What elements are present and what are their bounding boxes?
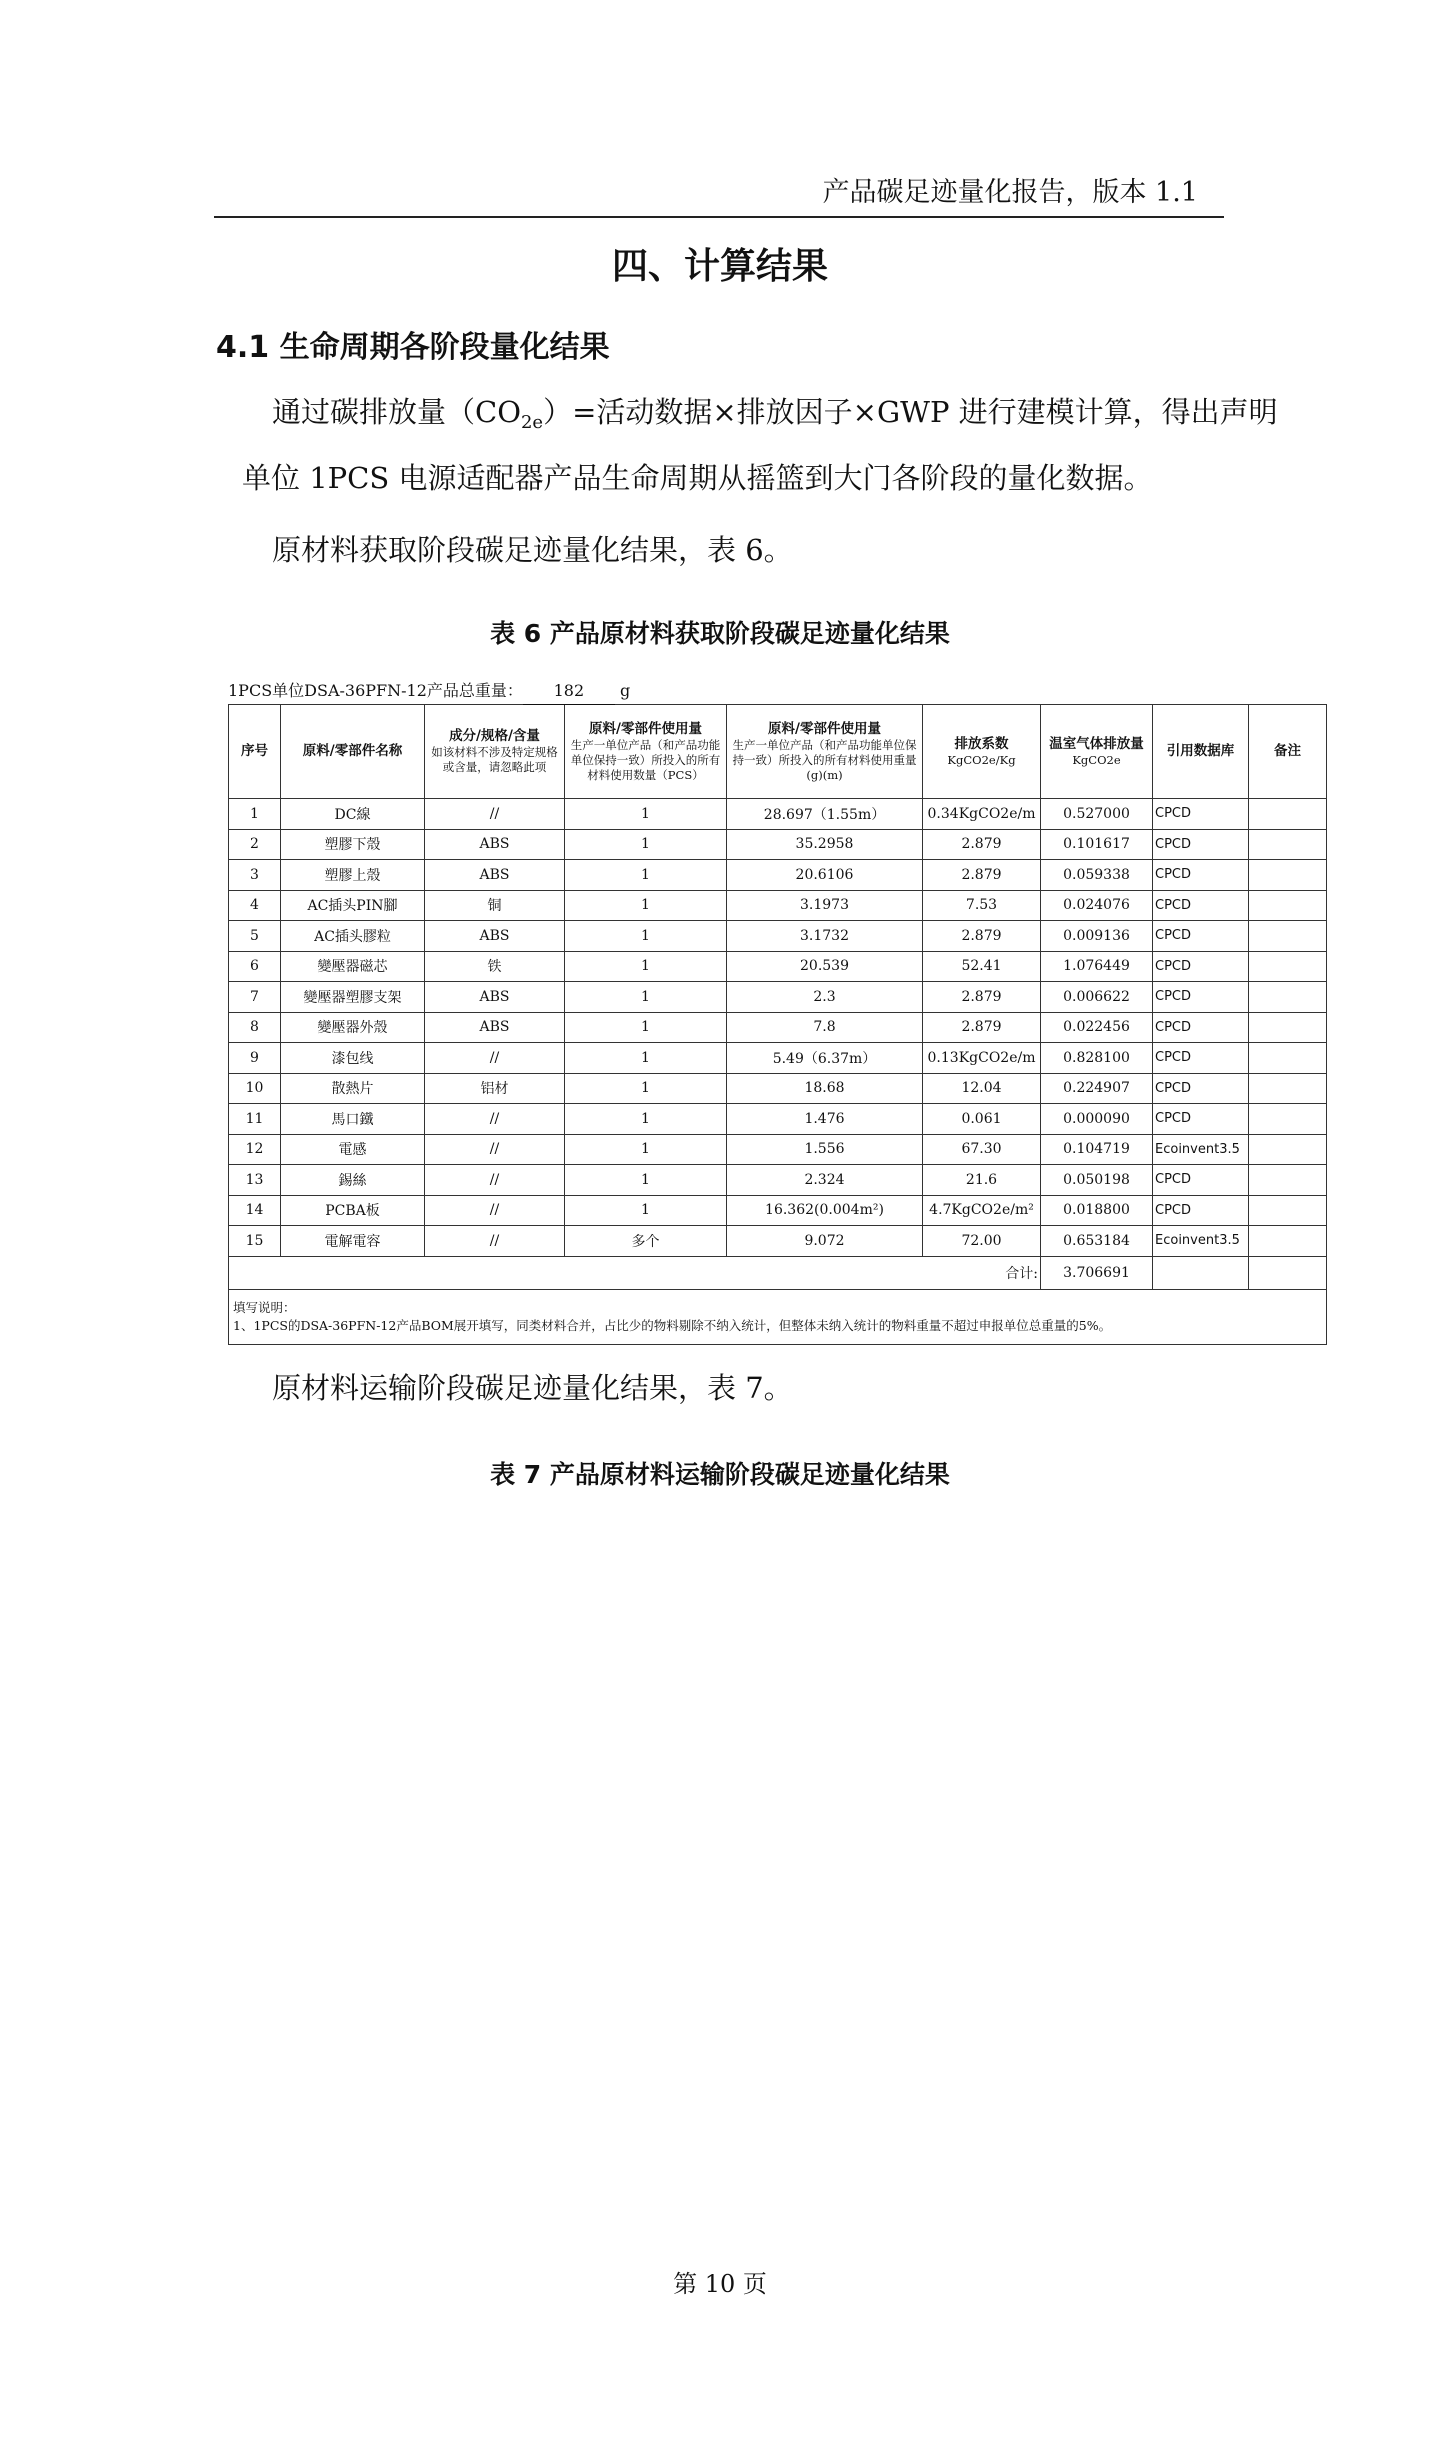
- table-row: [229, 951, 1327, 982]
- cell-database: CPCD: [1153, 890, 1249, 921]
- cell-emission-factor: 2.879: [923, 982, 1041, 1013]
- cell-name: 變壓器外殼: [281, 1012, 425, 1043]
- header-database: 引用数据库: [1153, 705, 1249, 799]
- cell-emission-factor: 2.879: [923, 829, 1041, 860]
- cell-composition: 铜: [425, 890, 565, 921]
- table6-body: [229, 799, 1327, 1257]
- total-empty-db: [1153, 1256, 1249, 1289]
- table-row: [229, 799, 1327, 830]
- cell-ghg: 0.000090: [1041, 1104, 1153, 1135]
- cell-name: 變壓器磁芯: [281, 951, 425, 982]
- cell-database: CPCD: [1153, 1165, 1249, 1196]
- cell-usage-weight: 2.324: [727, 1165, 923, 1196]
- table6-total-row: [229, 1256, 1327, 1289]
- cell-composition: ABS: [425, 860, 565, 891]
- cell-ghg: 0.653184: [1041, 1226, 1153, 1257]
- cell-remark: [1249, 1134, 1327, 1165]
- table6-notes-row: [229, 1289, 1327, 1344]
- paragraph-table6-intro: 原材料获取阶段碳足迹量化结果，表 6。: [272, 533, 793, 567]
- cell-name: 電解電容: [281, 1226, 425, 1257]
- cell-name: 馬口鐵: [281, 1104, 425, 1135]
- cell-remark: [1249, 1043, 1327, 1074]
- total-weight-line: [228, 678, 1326, 704]
- notes-title: 填写说明：: [233, 1299, 296, 1315]
- cell-remark: [1249, 1226, 1327, 1257]
- cell-database: CPCD: [1153, 1104, 1249, 1135]
- cell-name: PCBA板: [281, 1195, 425, 1226]
- cell-usage-pcs: 1: [565, 1165, 727, 1196]
- cell-ghg: 0.104719: [1041, 1134, 1153, 1165]
- header-composition-note: 如该材料不涉及特定规格或含量，请忽略此项: [431, 745, 558, 774]
- cell-composition: //: [425, 1226, 565, 1257]
- cell-composition: 铁: [425, 951, 565, 982]
- cell-usage-weight: 9.072: [727, 1226, 923, 1257]
- cell-ghg: 0.527000: [1041, 799, 1153, 830]
- cell-no: 6: [229, 951, 281, 982]
- cell-no: 10: [229, 1073, 281, 1104]
- header-usage-weight-note: 生产一单位产品（和产品功能单位保持一致）所投入的所有材料使用重量(g)(m): [732, 737, 917, 782]
- cell-emission-factor: 52.41: [923, 951, 1041, 982]
- header-emission-factor: 排放系数 KgCO2e/Kg: [923, 705, 1041, 799]
- table-row: [229, 1012, 1327, 1043]
- cell-usage-pcs: 1: [565, 1043, 727, 1074]
- cell-remark: [1249, 829, 1327, 860]
- cell-ghg: 1.076449: [1041, 951, 1153, 982]
- table-row: [229, 829, 1327, 860]
- cell-usage-pcs: 1: [565, 890, 727, 921]
- cell-usage-pcs: 1: [565, 1195, 727, 1226]
- cell-emission-factor: 2.879: [923, 1012, 1041, 1043]
- cell-remark: [1249, 860, 1327, 891]
- cell-database: CPCD: [1153, 1043, 1249, 1074]
- header-ghg-unit: KgCO2e: [1072, 752, 1121, 767]
- cell-ghg: 0.059338: [1041, 860, 1153, 891]
- cell-emission-factor: 21.6: [923, 1165, 1041, 1196]
- table-row: [229, 1134, 1327, 1165]
- cell-name: 塑膠上殼: [281, 860, 425, 891]
- cell-database: CPCD: [1153, 1073, 1249, 1104]
- table-row: [229, 1226, 1327, 1257]
- cell-usage-weight: 3.1732: [727, 921, 923, 952]
- paragraph-table7-intro: 原材料运输阶段碳足迹量化结果，表 7。: [272, 1371, 793, 1405]
- total-weight-value: 182: [523, 678, 615, 705]
- cell-remark: [1249, 1012, 1327, 1043]
- cell-remark: [1249, 1104, 1327, 1135]
- cell-database: CPCD: [1153, 1195, 1249, 1226]
- cell-composition: //: [425, 1165, 565, 1196]
- page-number: 第 10 页: [673, 2270, 767, 2298]
- cell-usage-pcs: 1: [565, 982, 727, 1013]
- cell-usage-weight: 18.68: [727, 1073, 923, 1104]
- total-label: 合计:: [229, 1256, 1041, 1289]
- cell-ghg: 0.050198: [1041, 1165, 1153, 1196]
- cell-ghg: 0.006622: [1041, 982, 1153, 1013]
- header-no: 序号: [229, 705, 281, 799]
- cell-no: 14: [229, 1195, 281, 1226]
- total-empty-remark: [1249, 1256, 1327, 1289]
- header-composition: 成分/规格/含量 如该材料不涉及特定规格或含量，请忽略此项: [425, 705, 565, 799]
- cell-name: DC線: [281, 799, 425, 830]
- cell-composition: ABS: [425, 921, 565, 952]
- cell-emission-factor: 67.30: [923, 1134, 1041, 1165]
- table-row: [229, 890, 1327, 921]
- cell-emission-factor: 0.061: [923, 1104, 1041, 1135]
- cell-no: 3: [229, 860, 281, 891]
- cell-no: 9: [229, 1043, 281, 1074]
- cell-ghg: 0.018800: [1041, 1195, 1153, 1226]
- cell-ghg: 0.828100: [1041, 1043, 1153, 1074]
- cell-remark: [1249, 982, 1327, 1013]
- cell-emission-factor: 12.04: [923, 1073, 1041, 1104]
- cell-usage-weight: 5.49（6.37m）: [727, 1043, 923, 1074]
- table-row: [229, 1104, 1327, 1135]
- cell-no: 4: [229, 890, 281, 921]
- cell-usage-pcs: 1: [565, 921, 727, 952]
- cell-usage-weight: 3.1973: [727, 890, 923, 921]
- cell-usage-weight: 1.476: [727, 1104, 923, 1135]
- total-value: 3.706691: [1041, 1256, 1153, 1289]
- cell-name: 散熱片: [281, 1073, 425, 1104]
- cell-usage-pcs: 多个: [565, 1226, 727, 1257]
- cell-database: CPCD: [1153, 1012, 1249, 1043]
- total-weight-unit: g: [620, 681, 631, 700]
- cell-ghg: 0.024076: [1041, 890, 1153, 921]
- cell-name: AC插头膠粒: [281, 921, 425, 952]
- cell-name: 漆包线: [281, 1043, 425, 1074]
- cell-database: Ecoinvent3.5: [1153, 1134, 1249, 1165]
- header-name: 原料/零部件名称: [281, 705, 425, 799]
- cell-usage-weight: 35.2958: [727, 829, 923, 860]
- cell-ghg: 0.009136: [1041, 921, 1153, 952]
- cell-remark: [1249, 1165, 1327, 1196]
- table6: [228, 704, 1327, 1345]
- cell-ghg: 0.224907: [1041, 1073, 1153, 1104]
- header-usage-weight: 原料/零部件使用量 生产一单位产品（和产品功能单位保持一致）所投入的所有材料使用重量(g)(m): [727, 705, 923, 799]
- cell-database: CPCD: [1153, 860, 1249, 891]
- total-weight-label: 1PCS单位DSA-36PFN-12产品总重量：: [228, 681, 523, 700]
- table-row: [229, 860, 1327, 891]
- table-row: [229, 1165, 1327, 1196]
- page-header: [214, 170, 1224, 218]
- cell-usage-pcs: 1: [565, 1104, 727, 1135]
- cell-ghg: 0.022456: [1041, 1012, 1153, 1043]
- cell-database: Ecoinvent3.5: [1153, 1226, 1249, 1257]
- cell-usage-pcs: 1: [565, 1134, 727, 1165]
- cell-name: 電感: [281, 1134, 425, 1165]
- cell-database: CPCD: [1153, 921, 1249, 952]
- cell-usage-weight: 20.539: [727, 951, 923, 982]
- cell-composition: //: [425, 1104, 565, 1135]
- cell-composition: ABS: [425, 1012, 565, 1043]
- table-row: [229, 921, 1327, 952]
- cell-remark: [1249, 890, 1327, 921]
- cell-emission-factor: 72.00: [923, 1226, 1041, 1257]
- table-row: [229, 1073, 1327, 1104]
- cell-no: 13: [229, 1165, 281, 1196]
- cell-remark: [1249, 951, 1327, 982]
- cell-emission-factor: 7.53: [923, 890, 1041, 921]
- notes-line-1: 1、1PCS的DSA-36PFN-12产品BOM展开填写，同类材料合并，占比少的物料剔除不纳入统计，但整体未纳入统计的物料重量不超过申报单位总重量的5%。: [233, 1317, 1112, 1333]
- cell-usage-pcs: 1: [565, 829, 727, 860]
- header-usage-pcs-note: 生产一单位产品（和产品功能单位保持一致）所投入的所有材料使用数量（PCS）: [570, 737, 721, 782]
- cell-remark: [1249, 1073, 1327, 1104]
- cell-composition: //: [425, 799, 565, 830]
- cell-database: CPCD: [1153, 829, 1249, 860]
- cell-database: CPCD: [1153, 951, 1249, 982]
- chapter-title: 四、计算结果: [611, 246, 828, 287]
- cell-remark: [1249, 921, 1327, 952]
- cell-emission-factor: 2.879: [923, 921, 1041, 952]
- cell-composition: 铝材: [425, 1073, 565, 1104]
- cell-name: AC插头PIN腳: [281, 890, 425, 921]
- cell-usage-pcs: 1: [565, 951, 727, 982]
- cell-no: 12: [229, 1134, 281, 1165]
- cell-usage-weight: 1.556: [727, 1134, 923, 1165]
- cell-composition: //: [425, 1134, 565, 1165]
- header-ghg-emission: 温室气体排放量 KgCO2e: [1041, 705, 1153, 799]
- cell-usage-weight: 2.3: [727, 982, 923, 1013]
- cell-remark: [1249, 799, 1327, 830]
- cell-database: CPCD: [1153, 799, 1249, 830]
- cell-emission-factor: 4.7KgCO2e/m²: [923, 1195, 1041, 1226]
- header-factor-unit: KgCO2e/Kg: [947, 752, 1016, 767]
- formula-subscript: 2e: [520, 412, 544, 433]
- paragraph-formula: [272, 392, 1278, 443]
- report-title: 产品碳足迹量化报告，版本 1.1: [822, 177, 1198, 208]
- cell-emission-factor: 0.34KgCO2e/m: [923, 799, 1041, 830]
- table-row: [229, 1195, 1327, 1226]
- formula-text-end: ）=活动数据×排放因子×GWP 进行建模计算，得出声明: [543, 395, 1278, 429]
- cell-usage-pcs: 1: [565, 799, 727, 830]
- cell-ghg: 0.101617: [1041, 829, 1153, 860]
- section-title: 4.1 生命周期各阶段量化结果: [216, 330, 610, 365]
- cell-no: 11: [229, 1104, 281, 1135]
- cell-emission-factor: 0.13KgCO2e/m: [923, 1043, 1041, 1074]
- cell-usage-weight: 16.362(0.004m²): [727, 1195, 923, 1226]
- formula-text-start: 通过碳排放量（CO: [272, 395, 521, 429]
- paragraph-declared-unit: 单位 1PCS 电源适配器产品生命周期从摇篮到大门各阶段的量化数据。: [242, 461, 1153, 495]
- table-row: [229, 982, 1327, 1013]
- cell-usage-weight: 7.8: [727, 1012, 923, 1043]
- cell-no: 8: [229, 1012, 281, 1043]
- table-row: [229, 1043, 1327, 1074]
- cell-no: 7: [229, 982, 281, 1013]
- cell-usage-pcs: 1: [565, 1073, 727, 1104]
- table6-caption: 表 6 产品原材料获取阶段碳足迹量化结果: [490, 619, 950, 648]
- cell-database: CPCD: [1153, 982, 1249, 1013]
- cell-no: 15: [229, 1226, 281, 1257]
- table7-caption: 表 7 产品原材料运输阶段碳足迹量化结果: [490, 1460, 950, 1489]
- header-remark: 备注: [1249, 705, 1327, 799]
- cell-composition: ABS: [425, 982, 565, 1013]
- header-usage-pcs: 原料/零部件使用量 生产一单位产品（和产品功能单位保持一致）所投入的所有材料使用数量（PCS）: [565, 705, 727, 799]
- table6-container: [228, 678, 1326, 1345]
- cell-no: 2: [229, 829, 281, 860]
- cell-usage-weight: 28.697（1.55m）: [727, 799, 923, 830]
- table6-header-row: [229, 705, 1327, 799]
- cell-name: 錫絲: [281, 1165, 425, 1196]
- cell-usage-weight: 20.6106: [727, 860, 923, 891]
- cell-no: 5: [229, 921, 281, 952]
- cell-no: 1: [229, 799, 281, 830]
- cell-composition: ABS: [425, 829, 565, 860]
- cell-usage-pcs: 1: [565, 860, 727, 891]
- cell-composition: //: [425, 1195, 565, 1226]
- cell-name: 變壓器塑膠支架: [281, 982, 425, 1013]
- cell-composition: //: [425, 1043, 565, 1074]
- cell-emission-factor: 2.879: [923, 860, 1041, 891]
- table6-notes: [229, 1289, 1327, 1344]
- cell-name: 塑膠下殼: [281, 829, 425, 860]
- cell-usage-pcs: 1: [565, 1012, 727, 1043]
- cell-remark: [1249, 1195, 1327, 1226]
